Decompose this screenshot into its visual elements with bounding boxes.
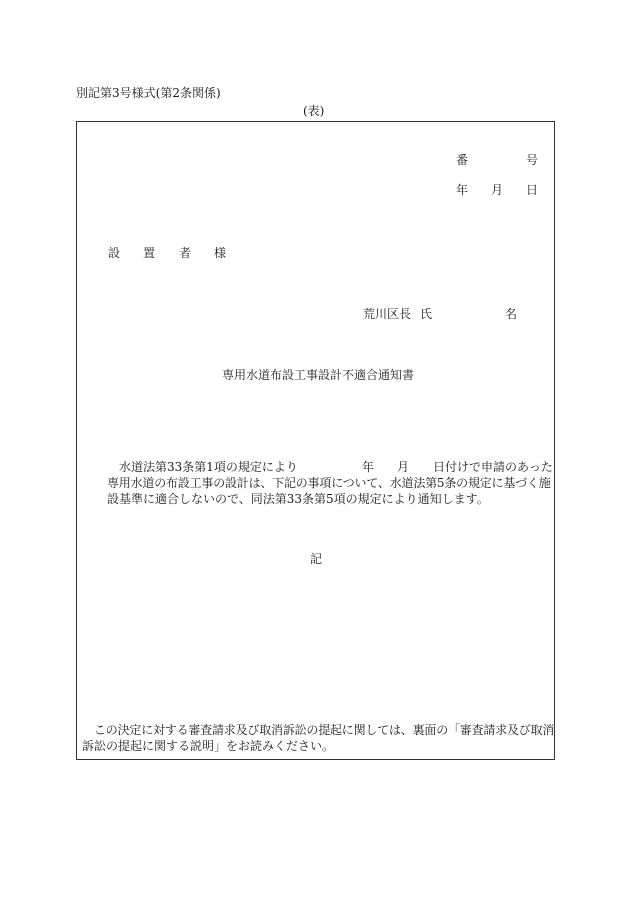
issuer-name-shi: 氏 [420, 307, 433, 321]
form-label: 別記第3号様式(第2条関係) [76, 86, 221, 100]
body-line-3: 設基準に適合しないので、同法第33条第5項の規定により通知します。 [107, 492, 489, 506]
side-label: (表) [303, 104, 325, 118]
ki-label: 記 [310, 552, 323, 566]
addressee-char-3: 者 [179, 246, 192, 260]
date-month: 月 [491, 183, 504, 197]
body-line-1-year: 年 [362, 460, 375, 474]
body-line-2: 専用水道の布設工事の設計は、下記の事項について、水道法第5条の規定に基づく施 [107, 476, 551, 490]
body-line-1a: 水道法第33条第1項の規定により [119, 460, 298, 474]
document-title: 専用水道布設工事設計不適合通知書 [222, 368, 415, 382]
addressee-char-4: 様 [214, 246, 227, 260]
number-kanji-ban: 番 [456, 153, 469, 167]
document-frame [76, 121, 555, 760]
addressee-char-1: 設 [108, 246, 121, 260]
number-kanji-go: 号 [526, 153, 539, 167]
issuer-title: 荒川区長 [363, 307, 412, 321]
body-line-1-month: 月 [397, 460, 410, 474]
body-line-1b: 日付けで申請のあった [433, 460, 553, 474]
addressee-char-2: 置 [143, 246, 156, 260]
date-day: 日 [526, 183, 539, 197]
date-year: 年 [456, 183, 469, 197]
issuer-name-mei: 名 [505, 307, 518, 321]
footer-line-1: この決定に対する審査請求及び取消訴訟の提起に関しては、裏面の「審査請求及び取消 [94, 723, 555, 737]
footer-line-2: 訴訟の提起に関する説明」をお読みください。 [82, 739, 335, 753]
